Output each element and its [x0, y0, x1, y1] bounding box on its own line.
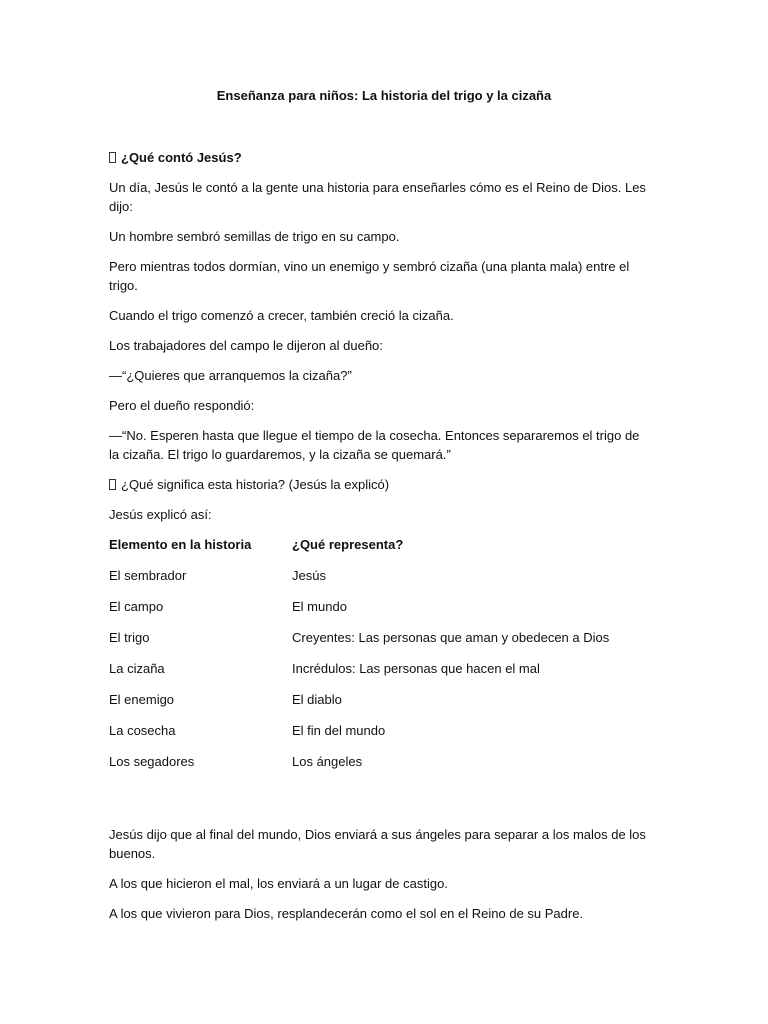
table-cell: La cosecha [109, 723, 176, 738]
table-cell: Los segadores [109, 754, 195, 769]
closing-paragraph: Jesús dijo que al final del mundo, Dios enviará a sus ángeles para separar a los malos de los buenos. [109, 827, 646, 861]
table-row [109, 690, 649, 721]
table-row [109, 721, 649, 752]
table-cell: El diablo [292, 692, 342, 707]
paragraph: Jesús explicó así: [109, 507, 212, 522]
table-header-cell: Elemento en la historia [109, 537, 252, 552]
table-row [109, 597, 649, 628]
table-header-row [109, 535, 649, 566]
document-body [109, 148, 649, 934]
table-cell: Los ángeles [292, 754, 363, 769]
section-heading-meaning-text: ¿Qué significa esta historia? (Jesús la explicó) [121, 477, 390, 492]
unsupported-glyph-icon [109, 479, 116, 490]
table-header-cell: ¿Qué representa? [292, 537, 404, 552]
document-title: Enseñanza para niños: La historia del trigo y la cizaña [216, 88, 552, 103]
table-cell: El mundo [292, 599, 347, 614]
table-cell: Creyentes: Las personas que aman y obedecen a Dios [292, 630, 610, 645]
table-row [109, 566, 649, 597]
table-cell: El fin del mundo [292, 723, 386, 738]
table-row [109, 752, 649, 783]
dialogue-line: —“¿Quieres que arranquemos la cizaña?” [109, 368, 352, 383]
table-cell: El enemigo [109, 692, 175, 707]
closing-paragraph: A los que vivieron para Dios, resplandecerán como el sol en el Reino de su Padre. [109, 906, 584, 921]
table-cell: Jesús [292, 568, 326, 583]
section-heading-story-text: ¿Qué contó Jesús? [121, 150, 242, 165]
table-row [109, 659, 649, 690]
table-cell: Incrédulos: Las personas que hacen el mal [292, 661, 540, 676]
paragraph: Un hombre sembró semillas de trigo en su campo. [109, 229, 400, 244]
table-cell: El trigo [109, 630, 150, 645]
table-row [109, 628, 649, 659]
paragraph: Cuando el trigo comenzó a crecer, también creció la cizaña. [109, 308, 454, 323]
paragraph: Pero mientras todos dormían, vino un enemigo y sembró cizaña (una planta mala) entre el trigo. [109, 259, 630, 293]
paragraph: Los trabajadores del campo le dijeron al dueño: [109, 338, 383, 353]
table-cell: El sembrador [109, 568, 187, 583]
table-cell: La cizaña [109, 661, 165, 676]
table-cell: El campo [109, 599, 164, 614]
closing-paragraph: A los que hicieron el mal, los enviará a un lugar de castigo. [109, 876, 448, 891]
paragraph: Un día, Jesús le contó a la gente una historia para enseñarles cómo es el Reino de Dios. Les dijo: [109, 180, 646, 214]
meaning-table [109, 535, 649, 783]
dialogue-line: —“No. Esperen hasta que llegue el tiempo de la cosecha. Entonces separaremos el trigo de la cizaña. El trigo lo guardaremos, y la cizaña se quemará.” [109, 428, 640, 462]
paragraph: Pero el dueño respondió: [109, 398, 255, 413]
section-heading-meaning [109, 475, 649, 494]
section-heading-story [109, 148, 649, 167]
unsupported-glyph-icon [109, 152, 116, 163]
